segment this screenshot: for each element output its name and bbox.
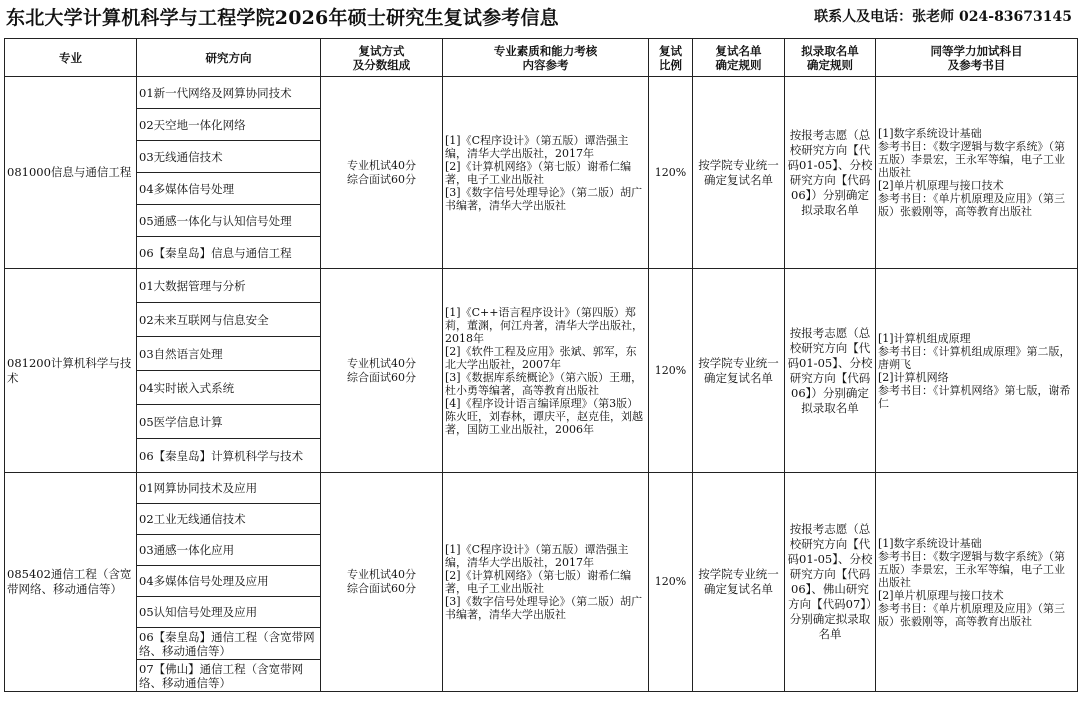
col-header-list-rule: 复试名单 确定规则 [693, 39, 785, 77]
major-cell: 081000信息与通信工程 [5, 77, 137, 269]
direction-cell: 03通感一体化应用 [137, 535, 321, 566]
direction-cell: 01大数据管理与分析 [137, 269, 321, 303]
direction-cell: 04多媒体信号处理 [137, 173, 321, 205]
direction-cell: 06【秦皇岛】信息与通信工程 [137, 237, 321, 269]
table-header-row [5, 39, 1078, 77]
direction-cell: 03自然语言处理 [137, 337, 321, 371]
admit-rule-cell: 按报考志愿（总校研究方向【代码01-05】、分校研究方向【代码06】）分别确定拟录取名单 [785, 269, 876, 473]
table-row [5, 77, 1078, 109]
direction-cell: 07【佛山】通信工程（含宽带网络、移动通信等） [137, 660, 321, 692]
direction-cell: 05通感一体化与认知信号处理 [137, 205, 321, 237]
extra-cell: [1]数字系统设计基础 参考书目：《数字逻辑与数字系统》（第五版）李景宏，王永军等编，电子工业出版社 [2]单片机原理与接口技术 参考书目：《单片机原理及应用》（第三版）张毅刚等，高等教育出版社 [876, 473, 1078, 692]
ratio-cell: 120% [649, 77, 693, 269]
col-header-extra: 同等学力加试科目 及参考书目 [876, 39, 1078, 77]
direction-cell: 06【秦皇岛】计算机科学与技术 [137, 439, 321, 473]
ratio-cell: 120% [649, 473, 693, 692]
ratio-cell: 120% [649, 269, 693, 473]
direction-cell: 04实时嵌入式系统 [137, 371, 321, 405]
contact-info: 联系人及电话：张老师 024-83673145 [814, 9, 1072, 25]
content-cell: [1]《C++语言程序设计》（第四版）郑莉，董渊，何江舟著，清华大学出版社，2018年 [2]《软件工程及应用》张斌、郭军，东北大学出版社，2007年 [3]《数据库系统概论》（第六版）王珊，杜小勇等编著，高等教育出版社 [4]《程序设计语言编译原理》（第3版）陈火旺，刘春林，谭庆平，赵克佳，刘越著，国防工业出版社，2006年 [443, 269, 649, 473]
direction-cell: 06【秦皇岛】通信工程（含宽带网络、移动通信等） [137, 628, 321, 660]
direction-cell: 03无线通信技术 [137, 141, 321, 173]
major-cell: 085402通信工程（含宽带网络、移动通信等） [5, 473, 137, 692]
direction-cell: 01新一代网络及网算协同技术 [137, 77, 321, 109]
col-header-admit-rule: 拟录取名单 确定规则 [785, 39, 876, 77]
direction-cell: 05医学信息计算 [137, 405, 321, 439]
direction-cell: 05认知信号处理及应用 [137, 597, 321, 628]
list-rule-cell: 按学院专业统一确定复试名单 [693, 269, 785, 473]
direction-cell: 02未来互联网与信息安全 [137, 303, 321, 337]
content-cell: [1]《C程序设计》（第五版）谭浩强主编，清华大学出版社，2017年 [2]《计算机网络》（第七版）谢希仁编著，电子工业出版社 [3]《数字信号处理导论》（第二版）胡广书编著，清华大学出版社 [443, 77, 649, 269]
list-rule-cell: 按学院专业统一确定复试名单 [693, 473, 785, 692]
col-header-method: 复试方式 及分数组成 [321, 39, 443, 77]
method-cell: 专业机试40分 综合面试60分 [321, 269, 443, 473]
extra-cell: [1]数字系统设计基础 参考书目：《数字逻辑与数字系统》（第五版）李景宏，王永军等编，电子工业出版社 [2]单片机原理与接口技术 参考书目：《单片机原理及应用》（第三版）张毅刚等，高等教育出版社 [876, 77, 1078, 269]
page-title: 东北大学计算机科学与工程学院2026年硕士研究生复试参考信息 [6, 7, 559, 29]
table-row [5, 269, 1078, 303]
retest-info-table [4, 38, 1078, 692]
title-bar [0, 0, 1080, 34]
col-header-major: 专业 [5, 39, 137, 77]
direction-cell: 01网算协同技术及应用 [137, 473, 321, 504]
method-cell: 专业机试40分 综合面试60分 [321, 77, 443, 269]
direction-cell: 04多媒体信号处理及应用 [137, 566, 321, 597]
col-header-ratio: 复试 比例 [649, 39, 693, 77]
list-rule-cell: 按学院专业统一确定复试名单 [693, 77, 785, 269]
major-cell: 081200计算机科学与技术 [5, 269, 137, 473]
extra-cell: [1]计算机组成原理 参考书目：《计算机组成原理》第二版，唐朔飞 [2]计算机网络 参考书目：《计算机网络》第七版，谢希仁 [876, 269, 1078, 473]
content-cell: [1]《C程序设计》（第五版）谭浩强主编，清华大学出版社，2017年 [2]《计算机网络》（第七版）谢希仁编著，电子工业出版社 [3]《数字信号处理导论》（第二版）胡广书编著，清华大学出版社 [443, 473, 649, 692]
admit-rule-cell: 按报考志愿（总校研究方向【代码01-05】、分校研究方向【代码06】）分别确定拟录取名单 [785, 77, 876, 269]
table-row [5, 473, 1078, 504]
col-header-direction: 研究方向 [137, 39, 321, 77]
col-header-content: 专业素质和能力考核 内容参考 [443, 39, 649, 77]
method-cell: 专业机试40分 综合面试60分 [321, 473, 443, 692]
direction-cell: 02工业无线通信技术 [137, 504, 321, 535]
admit-rule-cell: 按报考志愿（总校研究方向【代码01-05】、分校研究方向【代码06】、佛山研究方向【代码07】）分别确定拟录取名单 [785, 473, 876, 692]
direction-cell: 02天空地一体化网络 [137, 109, 321, 141]
